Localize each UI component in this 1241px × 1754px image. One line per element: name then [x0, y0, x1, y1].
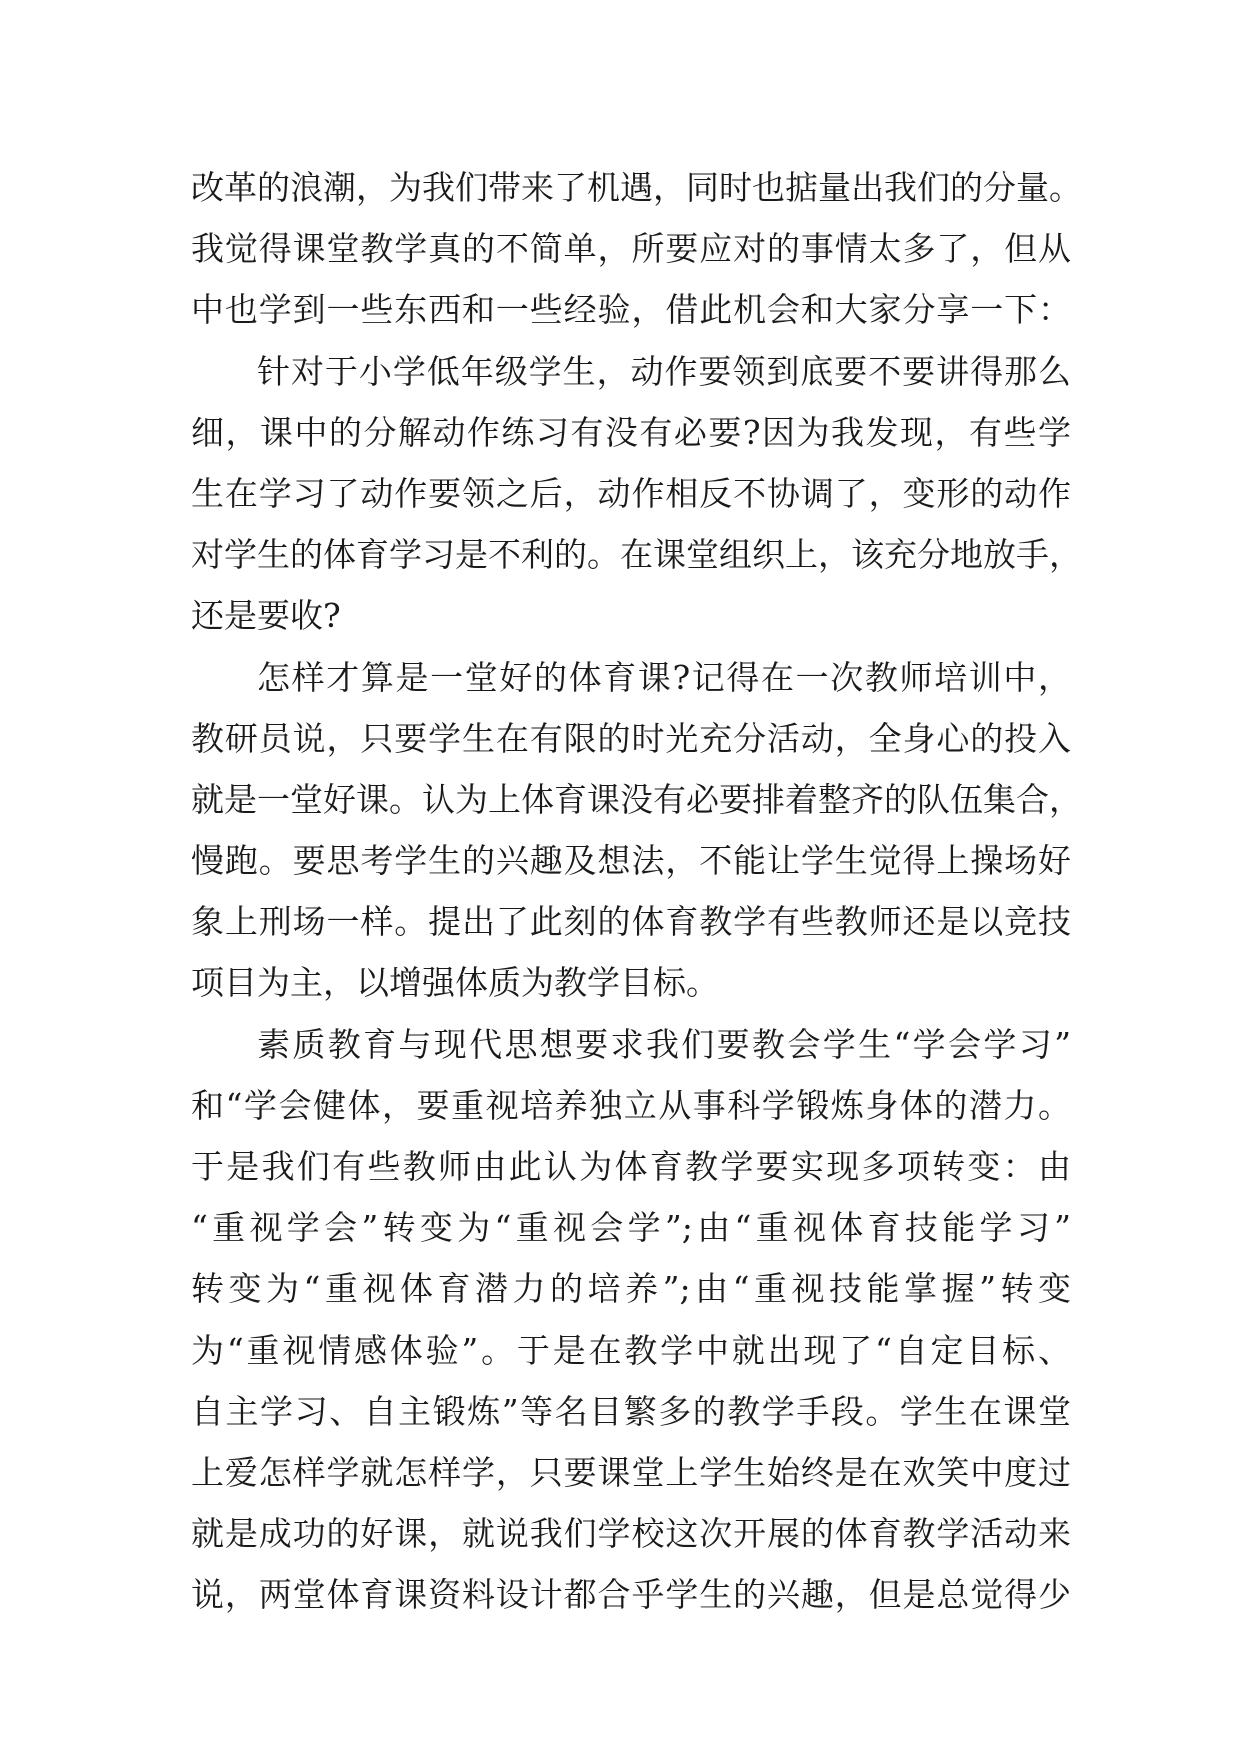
paragraph	[191, 647, 1082, 1014]
text-line: 针对于小学低年级学生，动作要领到底要不要讲得那么	[257, 351, 1071, 391]
text-line: 我觉得课堂教学真的不简单，所要应对的事情太多了，但从	[191, 229, 1071, 269]
text-line: 怎样才算是一堂好的体育课?记得在一次教师培训中，	[257, 657, 1071, 697]
paragraph	[191, 1014, 1071, 1626]
text-line: 对学生的体育学习是不利的。在课堂组织上，该充分地放手，	[191, 535, 1082, 575]
text-line: 就是成功的好课，就说我们学校这次开展的体育教学活动来	[191, 1514, 1071, 1554]
text-line: 为“重视情感体验”。于是在教学中就出现了“自定目标、	[191, 1330, 1071, 1370]
document-body	[191, 157, 1082, 1626]
text-line: 上爱怎样学就怎样学，只要课堂上学生始终是在欢笑中度过	[191, 1452, 1071, 1492]
text-line: 项目为主，以增强体质为教学目标。	[191, 963, 719, 1003]
text-line: 还是要收?	[191, 596, 341, 636]
text-line: 象上刑场一样。提出了此刻的体育教学有些教师还是以竞技	[191, 902, 1071, 942]
text-line: 生在学习了动作要领之后，动作相反不协调了，变形的动作	[191, 473, 1071, 513]
text-line: 细，课中的分解动作练习有没有必要?因为我发现，有些学	[191, 412, 1071, 452]
paragraph	[191, 341, 1082, 647]
text-line: 说，两堂体育课资料设计都合乎学生的兴趣，但是总觉得少	[191, 1575, 1071, 1615]
text-line: 中也学到一些东西和一些经验，借此机会和大家分享一下：	[191, 290, 1071, 330]
text-line: 和“学会健体，要重视培养独立从事科学锻炼身体的潜力。	[191, 1085, 1071, 1125]
text-line: 素质教育与现代思想要求我们要教会学生“学会学习”	[257, 1024, 1071, 1064]
text-line: 自主学习、自主锻炼”等名目繁多的教学手段。学生在课堂	[191, 1391, 1071, 1431]
text-line: 教研员说，只要学生在有限的时光充分活动，全身心的投入	[191, 718, 1071, 758]
text-line: 就是一堂好课。认为上体育课没有必要排着整齐的队伍集合，	[191, 779, 1082, 819]
text-line: 转变为“重视体育潜力的培养”;由“重视技能掌握”转变	[191, 1269, 1071, 1309]
text-line: 于是我们有些教师由此认为体育教学要实现多项转变：由	[191, 1147, 1071, 1186]
text-line: 慢跑。要思考学生的兴趣及想法，不能让学生觉得上操场好	[191, 841, 1071, 881]
text-line: 改革的浪潮，为我们带来了机遇，同时也掂量出我们的分量。	[191, 168, 1082, 207]
paragraph	[191, 157, 1082, 341]
text-line: “重视学会”转变为“重视会学”;由“重视体育技能学习”	[191, 1208, 1071, 1248]
